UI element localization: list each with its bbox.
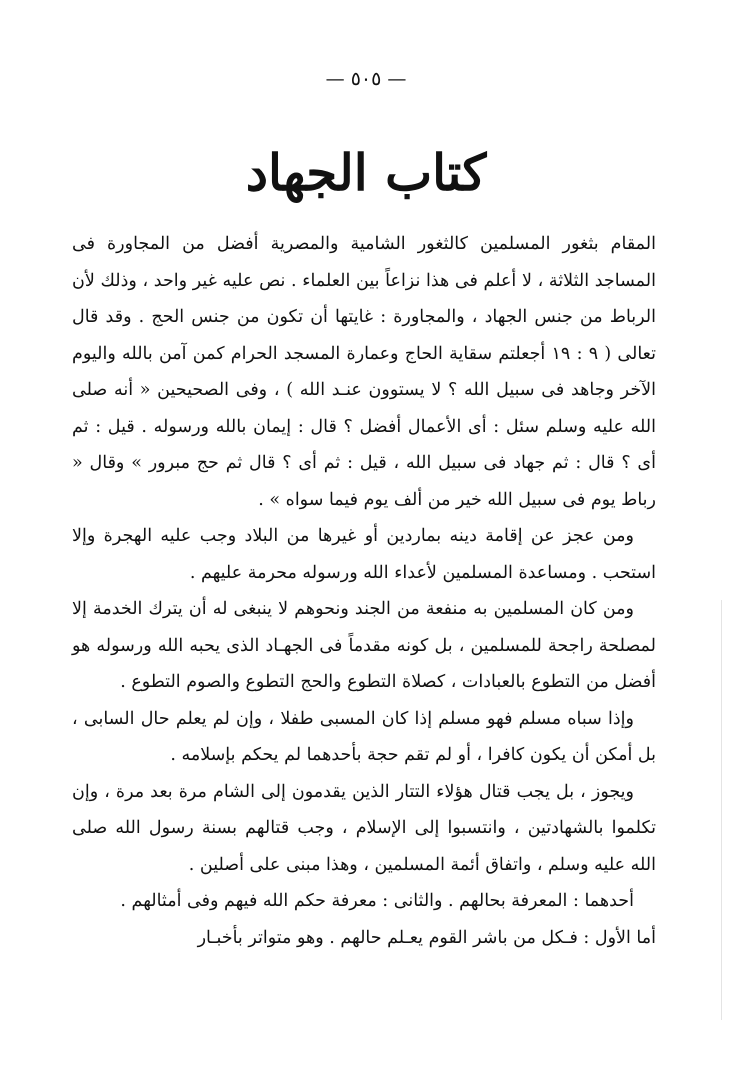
paragraph-two-principles: أحدهما : المعرفة بحالهم . والثانى : معرفة حكم الله فيهم وفى أمثالهم . bbox=[120, 891, 634, 911]
chapter-title: كتاب الجهاد bbox=[245, 143, 487, 202]
paragraph-tatars: ويجوز ، بل يجب قتال هؤلاء التتار الذين يقدمون إلى الشام مرة بعد مرة ، وإن تكلموا بالشهادتين ، وانتسبوا إلى الإسلام ، وجب قتالهم بسنة رسول الله صلى الله عليه وسلم ، واتفاق أئمة المسلمين ، وهذا مبنى على أصلين . bbox=[72, 781, 656, 875]
body-text bbox=[72, 226, 656, 956]
page-edge-line bbox=[721, 600, 722, 1020]
paragraph-hijra: ومن عجز عن إقامة دينه بماردين أو غيرها من البلاد وجب عليه الهجرة وإلا استحب . ومساعدة المسلمين لأعداء الله ورسوله محرمة عليهم . bbox=[72, 526, 656, 583]
paragraph-captive-child: وإذا سباه مسلم فهو مسلم إذا كان المسبى طفلا ، وإن لم يعلم حال السابى ، بل أمكن أن يكون كافرا ، أو لم تقم حجة بأحدهما لم يحكم بإسلامه . bbox=[72, 708, 656, 765]
paragraph-first-principle: أما الأول : فـكل من باشر القوم يعـلم حالهم . وهو متواتر بأخبـار bbox=[197, 927, 656, 948]
paragraph-ribat-merit: المقام بثغور المسلمين كالثغور الشامية والمصرية أفضل من المجاورة فى المساجد الثلاثة ، لا أعلم فى هذا نزاعاً بين العلماء . نص عليه غير واحد ، وذلك لأن الرباط من جنس الجهاد ، والمجاورة : غايتها أن تكون من جنس الحج . وقد قال تعالى ( ٩ : ١٩ أجعلتم سقاية الحاج وعمارة المسجد الحرام كمن آمن بالله واليوم الآخر وجاهد فى سبيل الله ؟ لا يستوون عنـد الله ) ، وفى الصحيحين « أنه صلى الله عليه وسلم سئل : أى الأعمال أفضل ؟ قال : إيمان بالله ورسوله . قيل : ثم أى ؟ قال : ثم جهاد فى سبيل الله ، قيل : ثم أى ؟ قال ثم حج مبرور » وقال « رباط يوم فى سبيل الله خير من ألف يوم فيما سواه » . bbox=[72, 234, 656, 510]
paragraph-army-service: ومن كان المسلمين به منفعة من الجند ونحوهم لا ينبغى له أن يترك الخدمة إلا لمصلحة راجحة للمسلمين ، بل كونه مقدماً فى الجهـاد الذى يحبه الله ورسوله هو أفضل من التطوع بالعبادات ، كصلاة التطوع والحج التطوع والصوم التطوع . bbox=[72, 599, 656, 692]
page-number: — ٥٠٥ — bbox=[325, 68, 407, 90]
